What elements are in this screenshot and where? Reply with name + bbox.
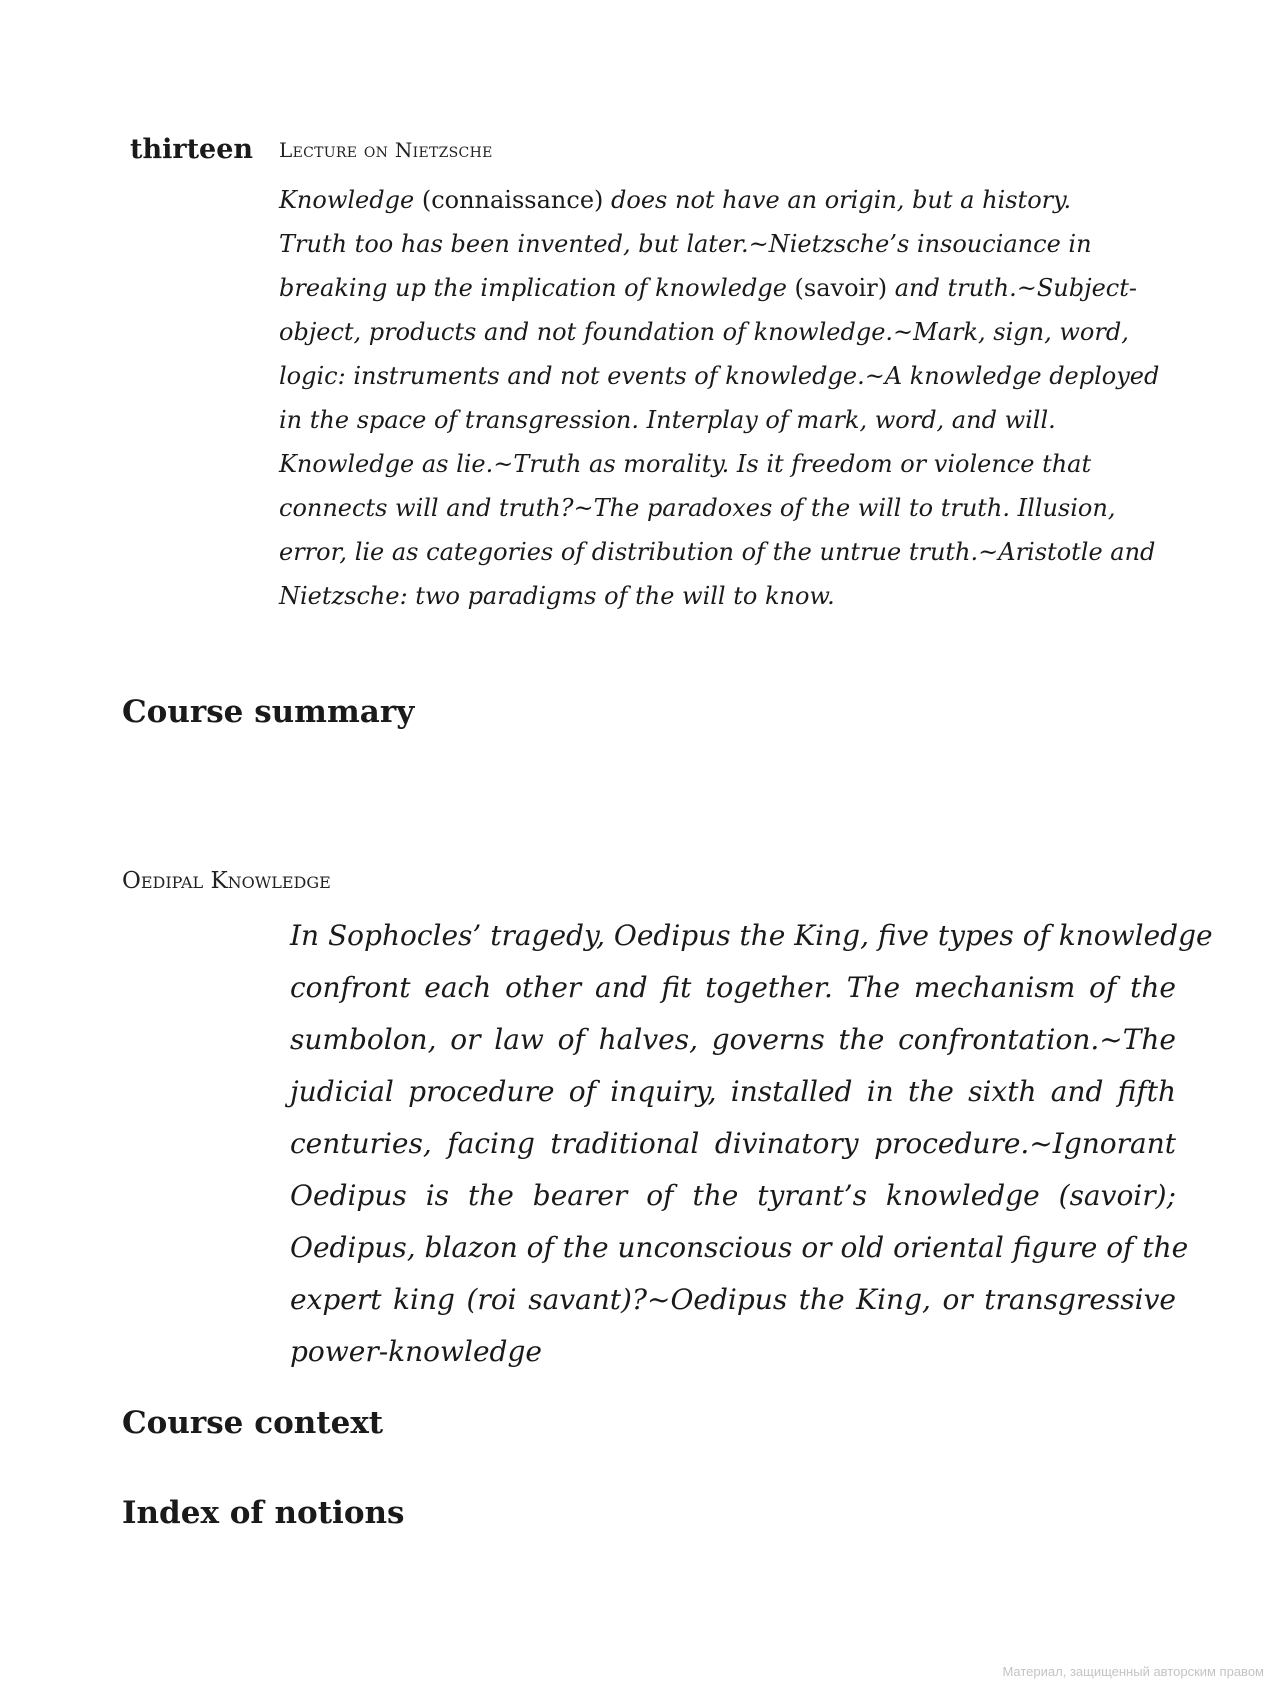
chapter-number: thirteen: [130, 134, 254, 165]
summary-line: error, lie as categories of distribution of the untrue truth.~Aristotle and: [279, 538, 1156, 566]
oedipal-line: expert king (roi savant)?~Oedipus the King, or transgressive: [290, 1283, 1176, 1316]
oedipal-line: judicial procedure of inquiry, installed in the sixth and fifth: [290, 1075, 1176, 1108]
oedipal-line: power-knowledge: [290, 1335, 542, 1368]
summary-line: logic: instruments and not events of knowledge.~A knowledge deployed: [279, 362, 1160, 390]
summary-line: Knowledge (connaissance) does not have an origin, but a history.: [279, 186, 1072, 214]
summary-line: Truth too has been invented, but later.~Nietzsche’s insouciance in: [279, 230, 1092, 258]
oedipal-line: centuries, facing traditional divinatory procedure.~Ignorant: [290, 1127, 1176, 1160]
oedipal-line: sumbolon, or law of halves, governs the confrontation.~The: [290, 1023, 1176, 1056]
summary-line: in the space of transgression. Interplay of mark, word, and will.: [279, 406, 1056, 434]
summary-line: connects will and truth?~The paradoxes of the will to truth. Illusion,: [279, 494, 1116, 522]
heading-index-of-notions: Index of notions: [122, 1495, 405, 1531]
lecture-summary-paragraph: [279, 178, 1179, 618]
lecture-title: Lecture on Nietzsche: [279, 138, 493, 162]
oedipal-knowledge-paragraph: [290, 910, 1213, 1378]
oedipal-line: In Sophocles’ tragedy, Oedipus the King, five types of knowledge: [290, 919, 1213, 952]
heading-course-context: Course context: [122, 1405, 384, 1441]
summary-line: breaking up the implication of knowledge (savoir) and truth.~Subject-: [279, 274, 1137, 302]
summary-line: Nietzsche: two paradigms of the will to know.: [279, 582, 835, 610]
summary-line: Knowledge as lie.~Truth as morality. Is it freedom or violence that: [279, 450, 1092, 478]
heading-course-summary: Course summary: [122, 694, 415, 730]
copyright-watermark: Материал, защищенный авторским правом: [1002, 1664, 1264, 1679]
oedipal-line: confront each other and fit together. The mechanism of the: [290, 971, 1176, 1004]
oedipal-knowledge-title: Oedipal Knowledge: [122, 868, 331, 894]
summary-line: object, products and not foundation of knowledge.~Mark, sign, word,: [279, 318, 1129, 346]
oedipal-line: Oedipus is the bearer of the tyrant’s knowledge (savoir);: [290, 1179, 1176, 1212]
oedipal-line: Oedipus, blazon of the unconscious or old oriental figure of the: [290, 1231, 1189, 1264]
